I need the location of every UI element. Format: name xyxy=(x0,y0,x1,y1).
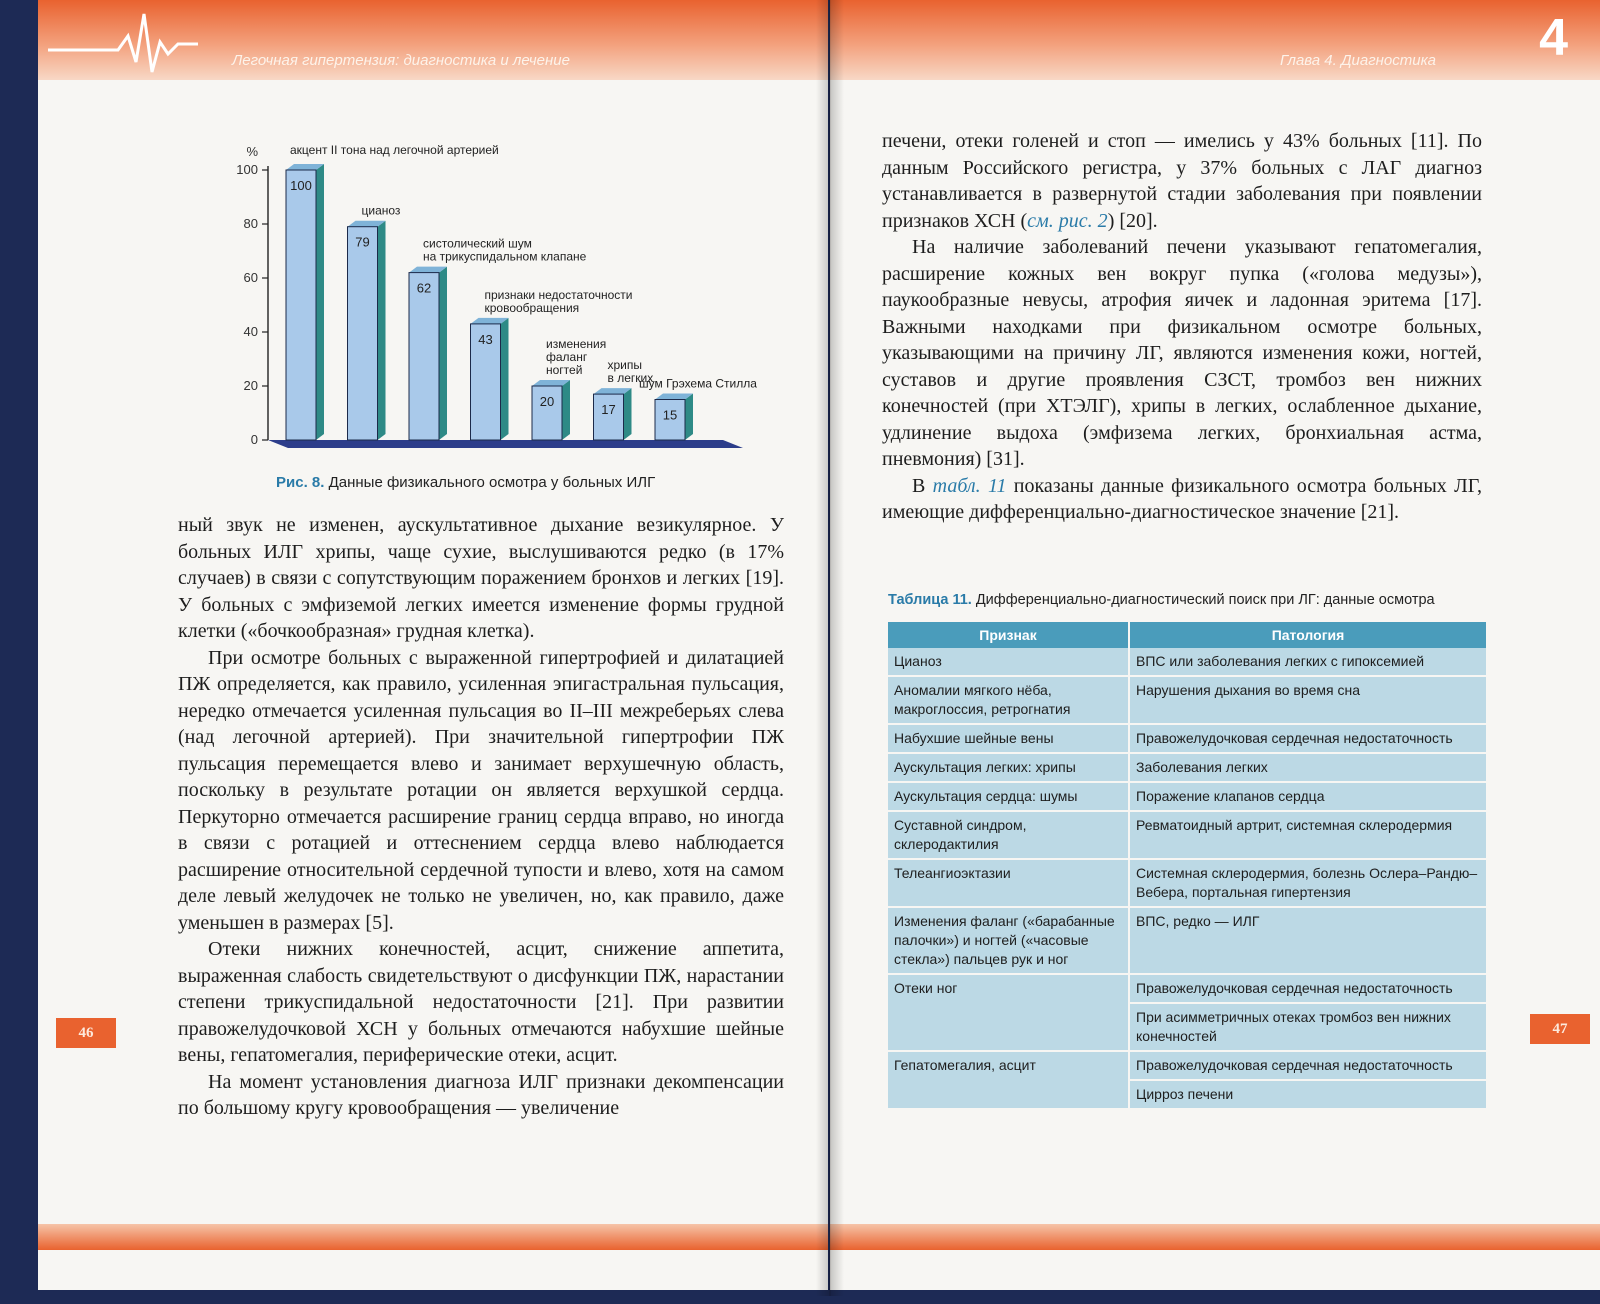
chapter-number: 4 xyxy=(1539,9,1568,67)
bar-value-label: 20 xyxy=(539,394,555,409)
sign-cell: Цианоз xyxy=(888,648,1129,676)
category-label: цианоз xyxy=(361,203,401,218)
book-spread xyxy=(18,0,1584,1296)
table-row xyxy=(888,974,1487,1003)
table-row xyxy=(888,753,1487,782)
table-row xyxy=(888,724,1487,753)
figure-caption-label: Рис. 8. xyxy=(276,474,325,491)
bar xyxy=(286,170,316,440)
bar-side xyxy=(439,267,447,440)
sign-cell: Изменения фаланг («барабанные палочки») и ногтей («часовые стекла») пальцев рук и ног xyxy=(888,907,1129,974)
pathology-cell: Правожелудочковая сердечная недостаточность xyxy=(1129,724,1487,753)
right-header-band xyxy=(830,0,1600,80)
pathology-cell: Правожелудочковая сердечная недостаточность xyxy=(1129,974,1487,1003)
category-label: акцент II тона над легочной артерией xyxy=(290,143,499,157)
bar-value-label: 15 xyxy=(662,407,678,423)
table-row xyxy=(888,676,1487,724)
bar-chart xyxy=(208,118,808,463)
right-footer-band xyxy=(830,1224,1600,1250)
table-row xyxy=(888,907,1487,974)
bar-value-label: 100 xyxy=(290,178,312,193)
chart-floor xyxy=(268,440,743,448)
y-tick-label: 20 xyxy=(243,378,258,393)
bar-side xyxy=(562,380,570,440)
pathology-cell: Правожелудочковая сердечная недостаточность xyxy=(1129,1051,1487,1080)
pathology-cell: ВПС или заболевания легких с гипоксемией xyxy=(1129,648,1487,676)
page-number-right: 47 xyxy=(1530,1014,1590,1044)
bar-value-label: 79 xyxy=(355,234,370,250)
pathology-cell: При асимметричных отеках тромбоз вен нижних конечностей xyxy=(1129,1003,1487,1051)
paragraph: ный звук не изменен, аускультативное дыхание везикулярное. У больных ИЛГ хрипы, чаще сухие, выслушиваются редко (в 17% случаев) в связи с сопутствующим поражением бронхов и легких [19]. У больных с эмфиземой легких имеется изменение формы грудной клетки («бочкообразная» грудная клетка). xyxy=(178,514,784,642)
sign-cell: Суставной синдром, склеродактилия xyxy=(888,811,1129,859)
y-tick-label: 0 xyxy=(250,432,258,447)
table-header-row xyxy=(888,622,1487,648)
bar-side xyxy=(316,164,324,440)
sign-cell: Аномалии мягкого нёба, макроглоссия, ретрогнатия xyxy=(888,676,1129,724)
book-gutter xyxy=(816,0,844,1296)
pathology-cell: Системная склеродермия, болезнь Ослера–Рандю–Вебера, портальная гипертензия xyxy=(1129,859,1487,907)
bar xyxy=(409,273,439,440)
category-label: хрипы в легких xyxy=(607,358,654,386)
pathology-cell: Цирроз печени xyxy=(1129,1080,1487,1109)
table-row xyxy=(888,1051,1487,1080)
table-row xyxy=(888,782,1487,811)
category-label: признаки недостаточности кровообращения xyxy=(484,287,633,315)
category-label: систолический шум на трикуспидальном клапане xyxy=(423,236,587,264)
paragraph: Отеки нижних конечностей, асцит, снижение аппетита, выраженная слабость свидетельствуют о дисфункции ПЖ, нарастании степени трикуспидальной недостаточности [21]. При развитии правожелудочковой ХСН у больных отмечаются набухшие шейные вены, гепатомегалия, периферические отеки, асцит. xyxy=(178,938,784,1066)
table-row xyxy=(888,648,1487,676)
right-page xyxy=(830,0,1600,1290)
page-number-left: 46 xyxy=(56,1018,116,1048)
pathology-cell: Нарушения дыхания во время сна xyxy=(1129,676,1487,724)
bar-value-label: 62 xyxy=(416,280,432,296)
sign-cell: Аускультация легких: хрипы xyxy=(888,753,1129,782)
pathology-cell: Поражение клапанов сердца xyxy=(1129,782,1487,811)
sign-cell: Гепатомегалия, асцит xyxy=(888,1051,1129,1109)
y-tick-label: 40 xyxy=(243,324,258,339)
paragraph-text: показаны данные физикального осмотра больных ЛГ, имеющие дифференциально-диагностическое значение [21]. xyxy=(882,474,1482,523)
figure-reference-link[interactable]: см. рис. 2 xyxy=(1027,209,1108,232)
sign-cell: Телеангиоэктазии xyxy=(888,859,1129,907)
column-header-sign: Признак xyxy=(888,622,1129,648)
bar-side xyxy=(378,221,386,440)
left-page xyxy=(38,0,828,1290)
y-tick-label: 80 xyxy=(243,216,258,231)
running-head-right: Глава 4. Диагностика xyxy=(1280,52,1436,69)
bar-side xyxy=(624,388,632,440)
running-head-left: Легочная гипертензия: диагностика и лечение xyxy=(232,52,570,69)
bar-side xyxy=(685,394,693,441)
paragraph: При осмотре больных с выраженной гипертрофией и дилатацией ПЖ определяется, как правило, усиленная эпигастральная пульсация, нередко отмечается усиленная пульсация во II–III межреберьях слева (над легочной артерией). При значительной гипертрофии ПЖ пульсация перемещается влево и занимает верхушечную область, поскольку в результате ротации он является верхушкой сердца. Перкуторно отмечается расширение границ сердца вправо, но иногда в связи с ротацией и оттеснением сердца влево наблюдается расширение относительной сердечной тупости и влево, хотя на самом деле левый желудочек не только не увеличен, но, как правило, даже уменьшен в размерах [5]. xyxy=(178,646,784,934)
y-tick-label: 100 xyxy=(236,162,258,177)
table-row xyxy=(888,859,1487,907)
paragraph-text: ) [20]. xyxy=(1107,209,1158,232)
pathology-cell: Ревматоидный артрит, системная склеродермия xyxy=(1129,811,1487,859)
paragraph-text: В xyxy=(912,474,933,497)
ecg-heartbeat-icon xyxy=(48,6,198,76)
paragraph xyxy=(882,473,1482,526)
table-title-text: Дифференциально-диагностический поиск при ЛГ: данные осмотра xyxy=(975,592,1435,608)
sign-cell: Набухшие шейные вены xyxy=(888,724,1129,753)
column-header-pathology: Патология xyxy=(1129,622,1487,648)
bar-value-label: 17 xyxy=(601,402,616,418)
table-row xyxy=(888,811,1487,859)
paragraph: На наличие заболеваний печени указывают гепатомегалия, расширение кожных вен вокруг пупка («голова медузы»), паукообразные невусы, атрофия яичек и ладонная эритема [17]. Важными находками при физикальном осмотре больных, указывающими на причину ЛГ, являются изменения кожи, ногтей, суставов и другие проявления СЗСТ, тромбоз вен нижних конечностей (при ХТЭЛГ), хрипы в легких, ослабленное дыхание, удлинение выдоха (эмфизема легких, бронхиальная астма, пневмония) [31]. xyxy=(882,236,1482,470)
bar-side xyxy=(501,318,509,440)
table-title xyxy=(888,592,1435,608)
pathology-cell: Заболевания легких xyxy=(1129,753,1487,782)
category-label: изменения фаланг ногтей xyxy=(546,337,607,377)
pathology-cell: ВПС, редко — ИЛГ xyxy=(1129,907,1487,974)
bar xyxy=(348,227,378,440)
left-body-text xyxy=(178,512,784,1122)
table-title-label: Таблица 11. xyxy=(888,592,972,608)
right-body-text xyxy=(882,128,1482,526)
sign-cell: Отеки ног xyxy=(888,974,1129,1051)
paragraph xyxy=(882,128,1482,234)
y-axis-unit-label: % xyxy=(246,144,258,159)
table-reference-link[interactable]: табл. 11 xyxy=(932,474,1007,497)
sign-cell: Аускультация сердца: шумы xyxy=(888,782,1129,811)
left-footer-band xyxy=(38,1224,828,1250)
figure-caption-text: Данные физикального осмотра у больных ИЛГ xyxy=(328,474,656,491)
bar-value-label: 43 xyxy=(478,331,493,347)
paragraph: На момент установления диагноза ИЛГ признаки декомпенсации по большому кругу кровообращения — увеличение xyxy=(178,1070,784,1119)
category-label: шум Грэхема Стилла xyxy=(639,376,757,391)
y-tick-label: 60 xyxy=(243,270,258,285)
paragraph-text: печени, отеки голеней и стоп — имелись у 43% больных [11]. По данным Российского регистра, у 37% больных с ЛАГ диагноз устанавливается в развернутой стадии заболевания при появлении признаков ХСН ( xyxy=(882,130,1482,232)
differential-table xyxy=(888,622,1488,1110)
figure-caption xyxy=(276,474,655,491)
